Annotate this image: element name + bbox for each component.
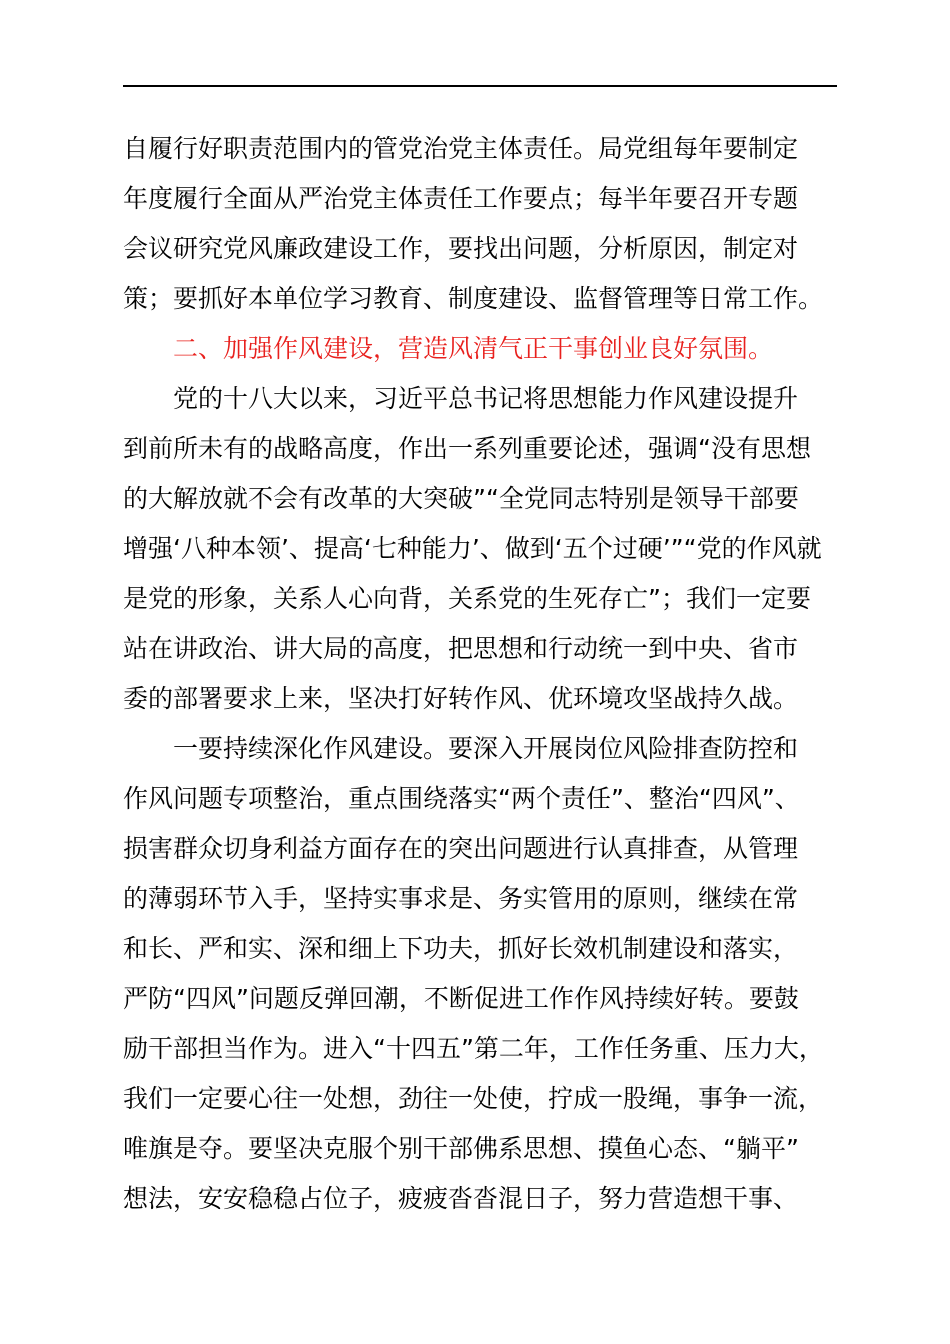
body-line: 的薄弱环节入手，坚持实事求是、务实管用的原则，继续在常 (123, 884, 799, 913)
body-line: 增强‘八种本领’、提高‘七种能力’、做到‘五个过硬’”“党的作风就 (123, 534, 822, 563)
body-line: 是党的形象，关系人心向背，关系党的生死存亡”；我们一定要 (123, 584, 811, 613)
body-line: 想法，安安稳稳占位子，疲疲沓沓混日子，努力营造想干事、 (123, 1184, 799, 1213)
body-line: 站在讲政治、讲大局的高度，把思想和行动统一到中央、省市 (123, 634, 799, 663)
body-line: 年度履行全面从严治党主体责任工作要点；每半年要召开专题 (123, 184, 799, 213)
body-line: 作风问题专项整治，重点围绕落实“两个责任”、整治“四风”、 (123, 784, 800, 813)
body-line: 严防“四风”问题反弹回潮，不断促进工作作风持续好转。要鼓 (123, 984, 799, 1013)
body-line: 我们一定要心往一处想，劲往一处使，拧成一股绳，事争一流， (123, 1084, 824, 1113)
body-line: 的大解放就不会有改革的大突破”“全党同志特别是领导干部要 (123, 484, 799, 513)
document-body (123, 124, 865, 1224)
paragraph-first-line: 一要持续深化作风建设。要深入开展岗位风险排查防控和 (173, 734, 799, 763)
paragraph-first-line: 党的十八大以来，习近平总书记将思想能力作风建设提升 (173, 384, 799, 413)
header-rule (123, 85, 837, 87)
body-line: 到前所未有的战略高度，作出一系列重要论述，强调“没有思想 (123, 434, 811, 463)
body-line: 自履行好职责范围内的管党治党主体责任。局党组每年要制定 (123, 134, 799, 163)
body-line: 唯旗是夺。要坚决克服个别干部佛系思想、摸鱼心态、“躺平” (123, 1134, 799, 1163)
body-line: 损害群众切身利益方面存在的突出问题进行认真排查，从管理 (123, 834, 799, 863)
body-line: 委的部署要求上来，坚决打好转作风、优环境攻坚战持久战。 (123, 684, 799, 713)
section-heading: 二、加强作风建设，营造风清气正干事创业良好氛围。 (173, 334, 774, 363)
body-line: 策；要抓好本单位学习教育、制度建设、监督管理等日常工作。 (123, 284, 824, 313)
body-line: 会议研究党风廉政建设工作，要找出问题，分析原因，制定对 (123, 234, 799, 263)
body-line: 励干部担当作为。进入“十四五”第二年，工作任务重、压力大， (123, 1034, 824, 1063)
body-line: 和长、严和实、深和细上下功夫，抓好长效机制建设和落实， (123, 934, 799, 963)
